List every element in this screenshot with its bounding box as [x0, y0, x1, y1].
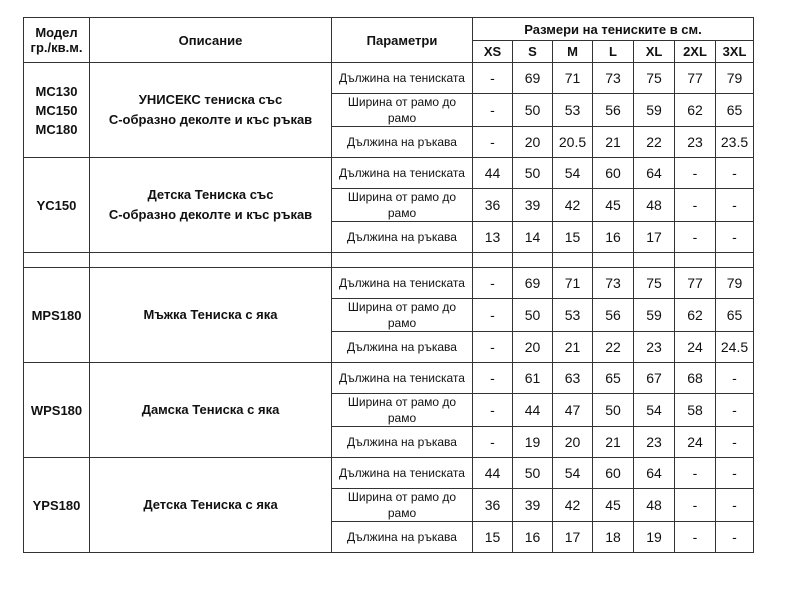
size-value-cell: 22 [593, 332, 634, 363]
spacer-cell [593, 253, 634, 268]
size-header: 3XL [716, 41, 754, 63]
size-value-cell: - [473, 394, 513, 427]
size-value-cell: 20 [513, 127, 553, 158]
size-header: S [513, 41, 553, 63]
size-value-cell: 60 [593, 158, 634, 189]
size-value-cell: 20 [553, 427, 593, 458]
size-value-cell: 15 [473, 522, 513, 553]
size-value-cell: - [716, 158, 754, 189]
spacer-cell [634, 253, 675, 268]
size-value-cell: 36 [473, 489, 513, 522]
size-value-cell: 75 [634, 268, 675, 299]
size-value-cell: 19 [513, 427, 553, 458]
size-value-cell: 16 [513, 522, 553, 553]
size-value-cell: 54 [553, 158, 593, 189]
spacer-cell [332, 253, 473, 268]
size-value-cell: - [473, 363, 513, 394]
parameter-cell: Дължина на ръкава [332, 127, 473, 158]
size-value-cell: - [716, 222, 754, 253]
size-value-cell: 24 [675, 427, 716, 458]
spacer-cell [675, 253, 716, 268]
size-value-cell: - [675, 158, 716, 189]
model-code-cell: MPS180 [24, 268, 90, 363]
size-value-cell: 17 [553, 522, 593, 553]
size-header: M [553, 41, 593, 63]
size-value-cell: 53 [553, 299, 593, 332]
parameter-cell: Дължина на тениската [332, 363, 473, 394]
size-value-cell: 47 [553, 394, 593, 427]
model-code-cell: MC130 MC150 MC180 [24, 63, 90, 158]
size-value-cell: 23 [634, 427, 675, 458]
model-code-cell: WPS180 [24, 363, 90, 458]
spacer-cell [24, 253, 90, 268]
spacer-row [24, 253, 754, 268]
description-header: Описание [90, 18, 332, 63]
description-cell: Мъжка Тениска с яка [90, 268, 332, 363]
size-value-cell: - [473, 63, 513, 94]
model-header: Модел гр./кв.м. [24, 18, 90, 63]
size-value-cell: - [716, 363, 754, 394]
size-value-cell: 50 [513, 158, 553, 189]
size-header: XL [634, 41, 675, 63]
size-value-cell: 17 [634, 222, 675, 253]
size-value-cell: 21 [593, 127, 634, 158]
parameter-cell: Дължина на тениската [332, 458, 473, 489]
model-code-cell: YC150 [24, 158, 90, 253]
size-value-cell: 59 [634, 299, 675, 332]
size-value-cell: - [473, 94, 513, 127]
size-value-cell: 79 [716, 268, 754, 299]
parameter-cell: Дължина на ръкава [332, 332, 473, 363]
size-value-cell: - [675, 489, 716, 522]
size-value-cell: 21 [553, 332, 593, 363]
size-value-cell: 23 [634, 332, 675, 363]
parameter-cell: Ширина от рамо до рамо [332, 489, 473, 522]
size-value-cell: - [716, 394, 754, 427]
parameter-cell: Дължина на тениската [332, 63, 473, 94]
description-cell: Детска Тениска със С-образно деколте и къс ръкав [90, 158, 332, 253]
size-value-cell: 15 [553, 222, 593, 253]
size-value-cell: 21 [593, 427, 634, 458]
size-value-cell: 53 [553, 94, 593, 127]
size-value-cell: 48 [634, 489, 675, 522]
size-value-cell: 36 [473, 189, 513, 222]
spacer-cell [473, 253, 513, 268]
size-value-cell: - [716, 489, 754, 522]
size-value-cell: 50 [513, 299, 553, 332]
parameter-cell: Ширина от рамо до рамо [332, 189, 473, 222]
size-value-cell: 24.5 [716, 332, 754, 363]
table-row [24, 363, 754, 394]
size-value-cell: 59 [634, 94, 675, 127]
size-value-cell: 69 [513, 63, 553, 94]
size-value-cell: - [675, 222, 716, 253]
size-value-cell: 44 [473, 458, 513, 489]
table-row [24, 268, 754, 299]
spacer-cell [90, 253, 332, 268]
parameter-cell: Ширина от рамо до рамо [332, 94, 473, 127]
size-value-cell: 73 [593, 268, 634, 299]
size-value-cell: 44 [473, 158, 513, 189]
size-value-cell: 67 [634, 363, 675, 394]
description-cell: Дамска Тениска с яка [90, 363, 332, 458]
size-value-cell: - [473, 299, 513, 332]
size-value-cell: 50 [513, 94, 553, 127]
size-value-cell: 20 [513, 332, 553, 363]
size-value-cell: - [675, 522, 716, 553]
size-header: L [593, 41, 634, 63]
parameters-header: Параметри [332, 18, 473, 63]
size-value-cell: 65 [716, 94, 754, 127]
size-value-cell: 50 [593, 394, 634, 427]
size-value-cell: 61 [513, 363, 553, 394]
size-header: XS [473, 41, 513, 63]
size-value-cell: 68 [675, 363, 716, 394]
parameter-cell: Ширина от рамо до рамо [332, 394, 473, 427]
size-value-cell: - [473, 332, 513, 363]
parameter-cell: Дължина на ръкава [332, 522, 473, 553]
size-value-cell: - [716, 189, 754, 222]
parameter-cell: Дължина на тениската [332, 268, 473, 299]
size-value-cell: 71 [553, 63, 593, 94]
description-cell: УНИСЕКС тениска със С-образно деколте и къс ръкав [90, 63, 332, 158]
size-value-cell: 45 [593, 189, 634, 222]
size-value-cell: - [716, 458, 754, 489]
size-value-cell: 65 [716, 299, 754, 332]
size-value-cell: 13 [473, 222, 513, 253]
size-value-cell: 63 [553, 363, 593, 394]
size-value-cell: 44 [513, 394, 553, 427]
size-value-cell: 19 [634, 522, 675, 553]
spacer-cell [513, 253, 553, 268]
size-value-cell: 64 [634, 158, 675, 189]
spacer-cell [716, 253, 754, 268]
size-value-cell: 20.5 [553, 127, 593, 158]
size-value-cell: 73 [593, 63, 634, 94]
size-value-cell: - [675, 189, 716, 222]
size-value-cell: 77 [675, 268, 716, 299]
size-value-cell: - [716, 522, 754, 553]
table-row [24, 63, 754, 94]
table-row [24, 158, 754, 189]
size-value-cell: 39 [513, 489, 553, 522]
size-chart-table [23, 17, 754, 553]
size-value-cell: - [473, 127, 513, 158]
size-value-cell: 77 [675, 63, 716, 94]
size-value-cell: 23.5 [716, 127, 754, 158]
size-value-cell: 56 [593, 94, 634, 127]
spacer-cell [553, 253, 593, 268]
parameter-cell: Ширина от рамо до рамо [332, 299, 473, 332]
size-value-cell: 50 [513, 458, 553, 489]
size-value-cell: 14 [513, 222, 553, 253]
size-value-cell: 24 [675, 332, 716, 363]
size-value-cell: 62 [675, 299, 716, 332]
size-value-cell: 65 [593, 363, 634, 394]
size-value-cell: 58 [675, 394, 716, 427]
size-value-cell: - [675, 458, 716, 489]
size-value-cell: - [473, 427, 513, 458]
description-cell: Детска Тениска с яка [90, 458, 332, 553]
size-header: 2XL [675, 41, 716, 63]
table-row [24, 458, 754, 489]
size-value-cell: 56 [593, 299, 634, 332]
size-value-cell: 42 [553, 489, 593, 522]
size-value-cell: 60 [593, 458, 634, 489]
size-value-cell: 48 [634, 189, 675, 222]
sizes-header: Размери на тениските в см. [473, 18, 754, 41]
size-value-cell: 71 [553, 268, 593, 299]
model-code-cell: YPS180 [24, 458, 90, 553]
size-value-cell: 62 [675, 94, 716, 127]
parameter-cell: Дължина на тениската [332, 158, 473, 189]
size-value-cell: 75 [634, 63, 675, 94]
size-value-cell: 23 [675, 127, 716, 158]
size-value-cell: 54 [634, 394, 675, 427]
size-value-cell: - [473, 268, 513, 299]
size-value-cell: 54 [553, 458, 593, 489]
size-value-cell: 39 [513, 189, 553, 222]
size-value-cell: 42 [553, 189, 593, 222]
size-value-cell: 16 [593, 222, 634, 253]
parameter-cell: Дължина на ръкава [332, 222, 473, 253]
size-value-cell: 69 [513, 268, 553, 299]
size-value-cell: 79 [716, 63, 754, 94]
parameter-cell: Дължина на ръкава [332, 427, 473, 458]
size-value-cell: 18 [593, 522, 634, 553]
size-value-cell: 64 [634, 458, 675, 489]
size-value-cell: 45 [593, 489, 634, 522]
size-value-cell: 22 [634, 127, 675, 158]
size-value-cell: - [716, 427, 754, 458]
